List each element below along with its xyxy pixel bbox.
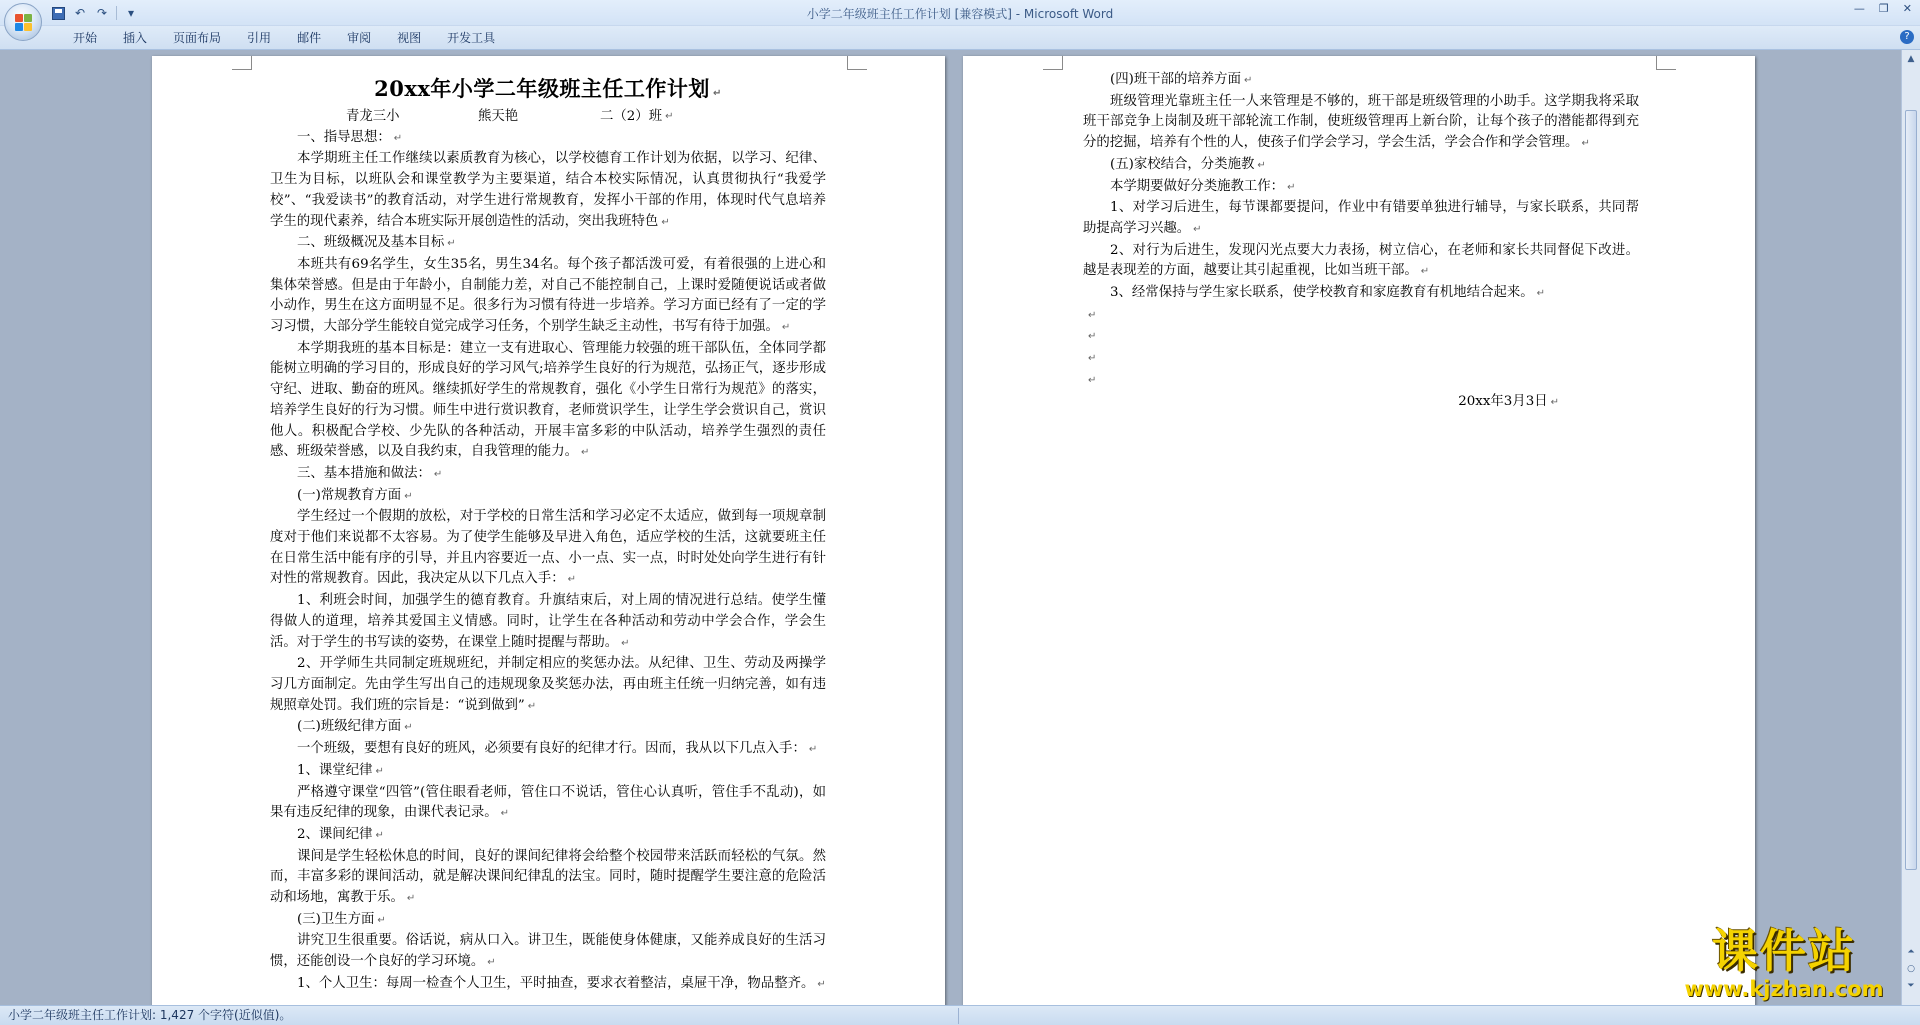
page-1[interactable]	[152, 56, 945, 1005]
paragraph	[270, 591, 826, 654]
paragraph-mark-icon: ↵	[665, 111, 674, 122]
paragraph	[270, 255, 826, 339]
paragraph-mark-icon: ↵	[447, 238, 456, 250]
scroll-up-icon[interactable]: ▲	[1907, 54, 1915, 64]
next-page-icon[interactable]: ⏷	[1907, 981, 1915, 991]
paragraph-text: 1、个人卫生：每周一检查个人卫生，平时抽查，要求衣着整洁，桌屉干净，物品整齐。	[297, 975, 815, 991]
scrollbar-thumb[interactable]	[1905, 110, 1917, 870]
paragraph	[270, 910, 826, 932]
ribbon-tabs	[60, 30, 508, 46]
paragraph-mark-icon: ↵	[1581, 138, 1590, 150]
paragraph	[270, 825, 826, 847]
paragraph	[1083, 70, 1639, 92]
paragraph-mark-icon: ↵	[375, 765, 384, 777]
tab-view[interactable]: 视图	[397, 31, 422, 45]
class-name: 二（2）班	[600, 109, 663, 124]
paragraph-mark-icon: ↵	[621, 637, 630, 649]
crop-mark	[847, 56, 867, 70]
tab-mailings[interactable]: 邮件	[297, 31, 322, 45]
undo-icon[interactable]: ↶	[74, 6, 86, 20]
paragraph-mark-icon: ↵	[661, 216, 670, 228]
page-2-text[interactable]	[1083, 70, 1639, 413]
vertical-scrollbar[interactable]	[1901, 50, 1920, 1005]
paragraph-mark-icon: ↵	[1536, 288, 1546, 300]
paragraph-text: (一)常规教育方面	[297, 487, 402, 503]
paragraph	[270, 507, 826, 591]
left-page-paragraphs	[270, 128, 826, 996]
document-title: 20xx年小学二年级班主任工作计划 ↵	[374, 76, 722, 101]
paragraph-mark-icon: ↵	[712, 88, 722, 99]
browse-object-icon[interactable]: ○	[1907, 964, 1915, 974]
paragraph-mark-icon: ↵	[1257, 159, 1266, 171]
paragraph-text: 一个班级，要想有良好的班风，必须要有良好的纪律才行。因而，我从以下几点入手：	[297, 741, 806, 757]
right-page-paragraphs	[1083, 70, 1639, 305]
paragraph-mark-icon: ↵	[1088, 331, 1097, 343]
tab-references[interactable]: 引用	[247, 31, 272, 45]
paragraph	[270, 974, 826, 996]
paragraph	[270, 717, 826, 739]
status-divider	[958, 1008, 959, 1024]
tab-home[interactable]: 开始	[73, 31, 98, 45]
office-button[interactable]	[4, 3, 42, 41]
paragraph	[270, 739, 826, 761]
window-title: 小学二年级班主任工作计划 [兼容模式] - Microsoft Word	[806, 7, 1114, 21]
paragraph-text: 讲究卫生很重要。俗话说，病从口入。讲卫生，既能使身体健康，又能养成良好的生活习惯，还能创设一个良好的学习环境。	[270, 933, 826, 970]
crop-mark	[232, 56, 252, 70]
redo-icon[interactable]: ↷	[96, 6, 108, 20]
page-1-text[interactable]	[270, 70, 826, 996]
paragraph-text: 一、指导思想：	[297, 129, 391, 145]
paragraph-text: (二)班级纪律方面	[297, 719, 402, 735]
previous-page-icon[interactable]: ⏶	[1907, 947, 1915, 957]
paragraph-text: 二、班级概况及基本目标	[297, 235, 445, 251]
paragraph	[270, 931, 826, 973]
paragraph	[270, 464, 826, 486]
customize-icon[interactable]: ▾	[127, 6, 135, 20]
restore-icon[interactable]: ❐	[1878, 2, 1889, 15]
status-bar	[0, 1005, 1920, 1025]
tab-developer[interactable]: 开发工具	[447, 31, 496, 45]
close-icon[interactable]: ✕	[1902, 2, 1912, 15]
paragraph-mark-icon: ↵	[404, 490, 413, 502]
paragraph-mark-icon: ↵	[393, 132, 403, 144]
paragraph-text: 1、对学习后进生，每节课都要提问，作业中有错要单独进行辅导，与家长联系，共同帮助提高学习兴趣。	[1083, 200, 1639, 236]
paragraph	[270, 486, 826, 508]
paragraph	[270, 654, 826, 717]
paragraph-mark-icon: ↵	[433, 468, 443, 480]
paragraph-mark-icon: ↵	[404, 722, 413, 734]
paragraph	[270, 783, 826, 825]
paragraph-text: (三)卫生方面	[297, 911, 375, 927]
paragraph	[1083, 155, 1639, 177]
school-name: 青龙三小	[346, 109, 400, 124]
paragraph-text: 本学期班主任工作继续以素质教育为核心，以学校德育工作计划为依据，以学习、纪律、卫生为目标，以班队会和课堂教学为主要渠道，结合本校实际情况，认真贯彻执行“我爱学校”、“我爱读书”的教育活动，对学生进行常规教育，发挥小干部的作用，体现时代气息培养学生的现代素养，结合本班实际开展创造性的活动，突出我班特色	[270, 151, 826, 229]
paragraph-mark-icon: ↵	[817, 978, 826, 990]
paragraph-text: 3、经常保持与学生家长联系，使学校教育和家庭教育有机地结合起来。	[1110, 285, 1534, 301]
help-icon[interactable]: ?	[1900, 30, 1914, 44]
paragraph-mark-icon: ↵	[406, 893, 416, 905]
page-2[interactable]	[963, 56, 1755, 1005]
paragraph-text: 本学期要做好分类施教工作：	[1110, 178, 1285, 194]
paragraph-mark-icon: ↵	[567, 574, 576, 586]
paragraph-mark-icon: ↵	[1193, 223, 1202, 235]
paragraph-text: 班级管理光靠班主任一人来管理是不够的，班干部是班级管理的小助手。这学期我将采取班干部竞争上岗制及班干部轮流工作制，使班级管理再上新台阶，让每个孩子的潜能都得到充分的挖掘，培养有个性的人，使孩子们学会学习，学会生活，学会合作和学会管理。	[1083, 93, 1639, 151]
watermark-main: 课件站	[1712, 924, 1856, 978]
paragraph-text: (五)家校结合，分类施教	[1110, 156, 1255, 172]
empty-paragraph	[1083, 326, 1639, 348]
paragraph-mark-icon: ↵	[377, 914, 386, 926]
crop-mark	[1043, 56, 1063, 70]
paragraph	[1083, 177, 1639, 199]
tab-page-layout[interactable]: 页面布局	[173, 31, 222, 45]
empty-paragraph	[1083, 348, 1639, 370]
paragraph-mark-icon: ↵	[580, 447, 590, 459]
tab-review[interactable]: 审阅	[347, 31, 372, 45]
paragraph-text: 2、开学师生共同制定班规班纪，并制定相应的奖惩办法。从纪律、卫生、劳动及两操学习几方面制定。先由学生写出自己的违规现象及奖惩办法，再由班主任统一归纳完善，如有违规照章处罚。我们班的宗旨是：“说到做到”	[270, 656, 826, 713]
paragraph	[270, 233, 826, 255]
paragraph-mark-icon: ↵	[781, 322, 791, 334]
paragraph	[1083, 241, 1639, 283]
paragraph-text: 2、对行为后进生，发现闪光点要大力表扬，树立信心，在老师和家长共同督促下改进。越是表现差的方面，越要让其引起重视，比如当班干部。	[1083, 242, 1639, 279]
author-line	[270, 107, 826, 128]
empty-paragraph	[1083, 305, 1639, 327]
paragraph-mark-icon: ↵	[1088, 353, 1097, 365]
paragraph	[270, 149, 826, 233]
paragraph-text: 2、课间纪律	[297, 826, 373, 842]
minimize-icon[interactable]: —	[1853, 2, 1865, 15]
paragraph-mark-icon: ↵	[500, 808, 510, 820]
window-controls	[1854, 2, 1912, 15]
paragraph-text: 本学期我班的基本目标是：建立一支有进取心、管理能力较强的班干部队伍，全体同学都能树立明确的学习目的，形成良好的学习风气;培养学生良好的行为规范，弘扬正气，逐步形成守纪、进取、勤奋的班风。继续抓好学生的常规教育，强化《小学生日常行为规范》的落实，培养学生良好的行为习惯。师生中进行赏识教育，老师赏识学生，让学生学会赏识自己，赏识他人。积极配合学校、少先队的各种活动，开展丰富多彩的中队活动，培养学生强烈的责任感、班级荣誉感，以及自我约束，自我管理的能力。	[270, 340, 826, 460]
paragraph	[270, 847, 826, 910]
crop-mark	[1656, 56, 1676, 70]
paragraph	[1083, 92, 1639, 155]
document-date: 20xx年3月3日 ↵	[1458, 393, 1559, 409]
paragraph-text: 1、课堂纪律	[297, 762, 373, 778]
site-watermark-logo	[1664, 924, 1904, 1004]
paragraph	[1083, 198, 1639, 240]
paragraph-mark-icon: ↵	[1420, 266, 1430, 278]
paragraph-mark-icon: ↵	[1243, 75, 1253, 86]
paragraph	[1083, 283, 1639, 305]
paragraph-text: 严格遵守课堂“四管”(管住眼看老师，管住口不说话，管住心认真听，管住手不乱动)，如果有违反纪律的现象，由课代表记录。	[270, 784, 826, 821]
paragraph-text: 三、基本措施和做法：	[297, 465, 431, 481]
document-workspace	[0, 50, 1901, 1005]
teacher-name: 熊天艳	[478, 109, 519, 124]
title-bar	[0, 0, 1920, 26]
paragraph-mark-icon: ↵	[1287, 181, 1296, 193]
paragraph-text: 1、利班会时间，加强学生的德育教育。升旗结束后，对上周的情况进行总结。使学生懂得做人的道理，培养其爱国主义情感。同时，让学生在各种活动和劳动中学会合作，学会生活。对于学生的书写读的姿势，在课堂上随时提醒与帮助。	[270, 593, 826, 650]
paragraph-mark-icon: ↵	[808, 744, 818, 756]
paragraph-text: 本班共有69名学生，女生35名，男生34名。每个孩子都活泼可爱，有着很强的上进心和集体荣誉感。但是由于年龄小，自制能力差，对自己不能控制自己，上课时爱随便说话或者做小动作，男生在这方面明显不足。很多行为习惯有待进一步培养。学习方面已经有了一定的学习习惯，大部分学生能较自觉完成学习任务，个别学生缺乏主动性，书写有待于加强。	[270, 256, 826, 335]
office-logo-icon	[15, 14, 33, 32]
paragraph-mark-icon: ↵	[527, 700, 537, 712]
tab-insert[interactable]: 插入	[123, 31, 148, 45]
paragraph	[270, 128, 826, 150]
paragraph-text: (四)班干部的培养方面	[1110, 72, 1241, 87]
paragraph-mark-icon: ↵	[1550, 396, 1559, 408]
paragraph-mark-icon: ↵	[1088, 374, 1097, 386]
paragraph	[270, 339, 826, 464]
paragraph-mark-icon: ↵	[375, 829, 384, 841]
paragraph-mark-icon: ↵	[1088, 309, 1097, 321]
paragraph	[270, 761, 826, 783]
paragraph-text: 课间是学生轻松休息的时间，良好的课间纪律将会给整个校园带来活跃而轻松的气氛。然而，丰富多彩的课间活动，就是解决课间纪律乱的法宝。同时，随时提醒学生要注意的危险活动和场地，寓教于乐。	[270, 848, 826, 906]
word-count-status[interactable]: 小学二年级班主任工作计划: 1,427 个字符(近似值)。	[8, 1008, 292, 1022]
ribbon	[0, 26, 1920, 50]
paragraph-mark-icon: ↵	[487, 957, 496, 969]
empty-paragraph	[1083, 370, 1639, 392]
paragraph-text: 学生经过一个假期的放松，对于学校的日常生活和学习必定不太适应，做到每一项规章制度对于他们来说都不太容易。为了使学生能够及早进入角色，适应学校的生活，这就要班主任在日常生活中能有序的引导，并且内容要近一点、小一点、实一点，时时处处向学生进行有针对性的常规教育。因此，我决定从以下几点入手：	[270, 509, 826, 587]
watermark-url: www.kjzhan.com	[1684, 977, 1884, 1001]
